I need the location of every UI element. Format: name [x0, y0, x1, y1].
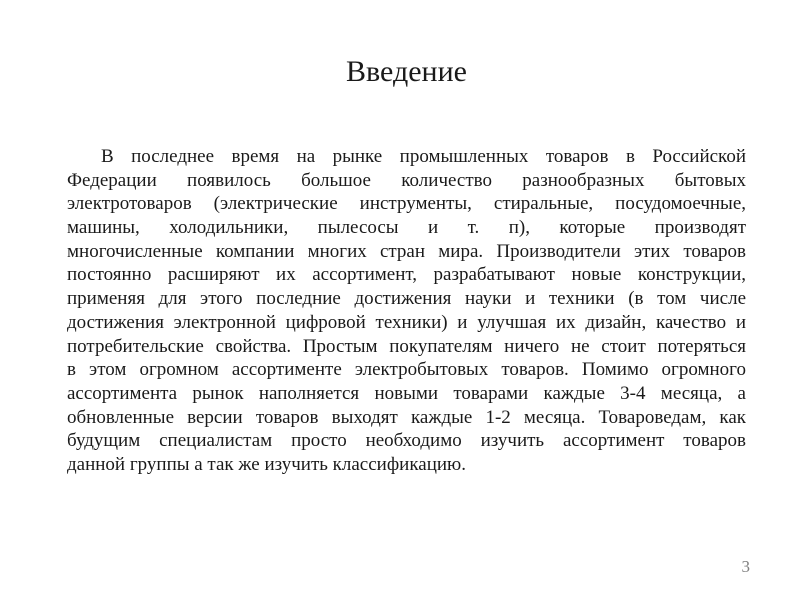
- body-line: в этом огромном ассортименте электробытовых товаров. Помимо огромного: [67, 359, 746, 381]
- body-line: применяя для этого последние достижения науки и техники (в том числе: [67, 288, 746, 310]
- body-line: ассортимента рынок наполняется новыми товарами каждые 3-4 месяца, а: [67, 382, 746, 404]
- slide-body-paragraph: [67, 145, 746, 477]
- body-line: многочисленные компании многих стран мира. Производители этих товаров: [67, 240, 746, 262]
- body-line: данной группы а так же изучить классификацию.: [67, 453, 466, 475]
- body-line: Федерации появилось большое количество разнообразных бытовых: [67, 169, 746, 191]
- slide-title: Введение: [346, 55, 467, 88]
- body-line: В последнее время на рынке промышленных товаров в Российской: [101, 146, 746, 167]
- page-number: 3: [741, 557, 750, 576]
- body-line: постоянно расширяют их ассортимент, разрабатывают новые конструкции,: [67, 264, 746, 286]
- body-line: достижения электронной цифровой техники) и улучшая их дизайн, качество и: [67, 311, 746, 333]
- body-line: электротоваров (электрические инструменты, стиральные, посудомоечные,: [67, 193, 746, 215]
- body-line: обновленные версии товаров выходят каждые 1-2 месяца. Товароведам, как: [67, 406, 746, 428]
- body-line: потребительские свойства. Простым покупателям ничего не стоит потеряться: [67, 335, 746, 357]
- body-line: будущим специалистам просто необходимо изучить ассортимент товаров: [67, 430, 746, 452]
- body-line: машины, холодильники, пылесосы и т. п), которые производят: [67, 217, 746, 239]
